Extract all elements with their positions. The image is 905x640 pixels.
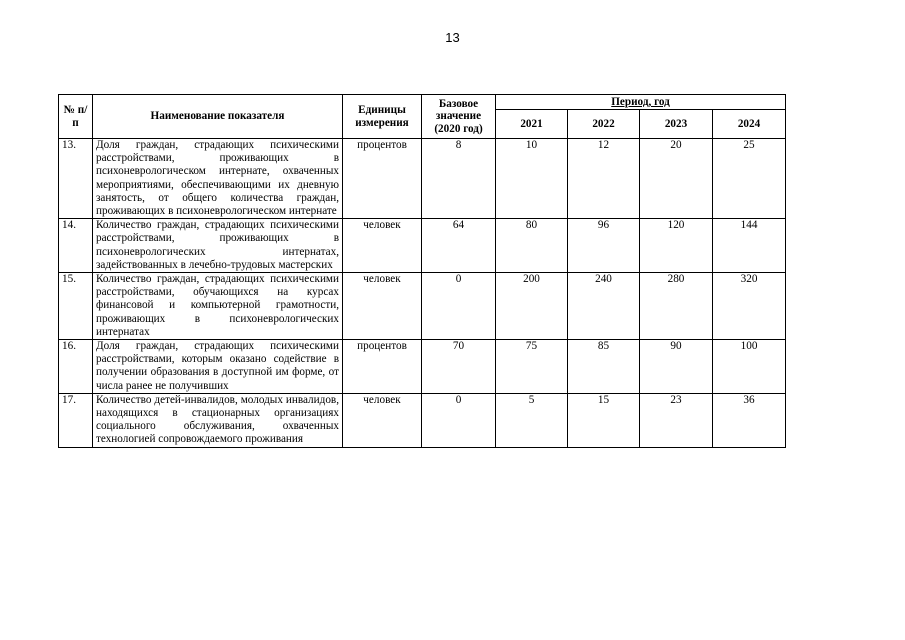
unit-cell: процентов <box>343 139 422 219</box>
unit-cell: человек <box>343 219 422 273</box>
year-value-cell: 80 <box>496 219 568 273</box>
header-year: 2023 <box>640 110 713 139</box>
indicator-name: Доля граждан, страдающих психическими расстройствами, проживающих в психоневрологическом интернате, охваченных мероприятиями, обеспечивающими их дневную занятость, от общего количества граждан, проживающих в психоневрологическом интернате <box>93 139 343 219</box>
table-row <box>59 340 786 394</box>
base-value-cell: 0 <box>422 273 496 340</box>
year-value-cell: 10 <box>496 139 568 219</box>
year-value-cell: 36 <box>713 393 786 447</box>
indicator-name: Количество детей-инвалидов, молодых инвалидов, находящихся в стационарных организациях социального обслуживания, охваченных технологией сопровождаемого проживания <box>93 393 343 447</box>
year-value-cell: 75 <box>496 340 568 394</box>
year-value-cell: 90 <box>640 340 713 394</box>
header-num: № п/п <box>59 95 93 139</box>
indicator-name: Количество граждан, страдающих психическими расстройствами, проживающих в психоневрологических интернатах, задействованных в лечебно-трудовых мастерских <box>93 219 343 273</box>
header-year: 2024 <box>713 110 786 139</box>
indicator-name: Доля граждан, страдающих психическими расстройствами, которым оказано содействие в получении образования в доступной им форме, от числа ранее не получивших <box>93 340 343 394</box>
base-value-cell: 8 <box>422 139 496 219</box>
table-row <box>59 219 786 273</box>
unit-cell: процентов <box>343 340 422 394</box>
header-unit: Единицы измерения <box>343 95 422 139</box>
year-value-cell: 240 <box>568 273 640 340</box>
row-number: 15. <box>59 273 93 340</box>
header-base: Базовое значение (2020 год) <box>422 95 496 139</box>
indicator-name: Количество граждан, страдающих психическими расстройствами, обучающихся на курсах финансовой и компьютерной грамотности, проживающих в психоневрологических интернатах <box>93 273 343 340</box>
table-row <box>59 273 786 340</box>
year-value-cell: 25 <box>713 139 786 219</box>
header-name: Наименование показателя <box>93 95 343 139</box>
year-value-cell: 144 <box>713 219 786 273</box>
year-value-cell: 20 <box>640 139 713 219</box>
row-number: 14. <box>59 219 93 273</box>
row-number: 17. <box>59 393 93 447</box>
year-value-cell: 120 <box>640 219 713 273</box>
year-value-cell: 96 <box>568 219 640 273</box>
year-value-cell: 200 <box>496 273 568 340</box>
year-value-cell: 23 <box>640 393 713 447</box>
indicators-table <box>58 94 786 448</box>
year-value-cell: 280 <box>640 273 713 340</box>
header-year: 2021 <box>496 110 568 139</box>
year-value-cell: 12 <box>568 139 640 219</box>
base-value-cell: 0 <box>422 393 496 447</box>
table-row <box>59 393 786 447</box>
year-value-cell: 100 <box>713 340 786 394</box>
year-value-cell: 320 <box>713 273 786 340</box>
row-number: 13. <box>59 139 93 219</box>
header-period: Период, год <box>496 95 786 110</box>
unit-cell: человек <box>343 273 422 340</box>
year-value-cell: 5 <box>496 393 568 447</box>
base-value-cell: 64 <box>422 219 496 273</box>
unit-cell: человек <box>343 393 422 447</box>
year-value-cell: 15 <box>568 393 640 447</box>
header-row-1 <box>59 95 786 110</box>
table-row <box>59 139 786 219</box>
row-number: 16. <box>59 340 93 394</box>
year-value-cell: 85 <box>568 340 640 394</box>
header-year: 2022 <box>568 110 640 139</box>
page-number: 13 <box>445 30 460 45</box>
base-value-cell: 70 <box>422 340 496 394</box>
